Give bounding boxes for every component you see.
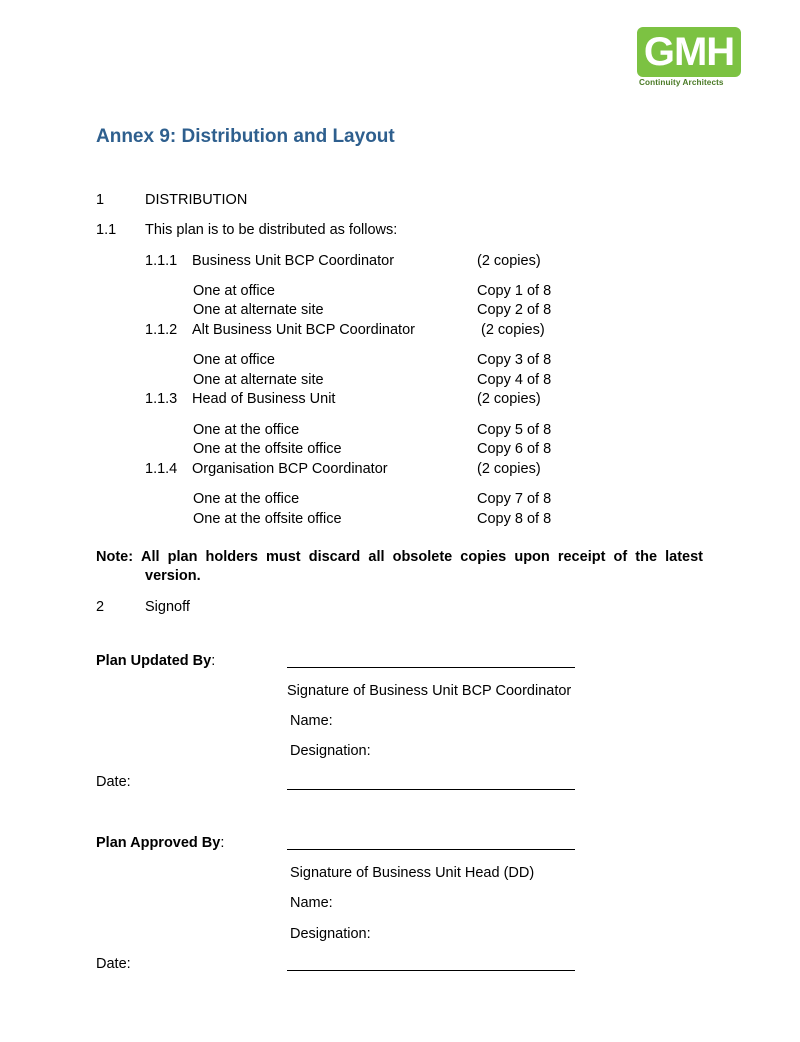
copy-number: Copy 3 of 8 <box>477 352 552 368</box>
recipient-copies: (2 copies) <box>477 253 541 269</box>
distribution-place: One at office <box>193 283 275 299</box>
recipient-name: Organisation BCP Coordinator <box>192 461 388 477</box>
signature-caption: Signature of Business Unit Head (DD) <box>290 865 535 881</box>
name-label: Name: <box>290 895 333 911</box>
plan-updated-by-text: Plan Updated By <box>96 653 212 669</box>
recipient-number: 1.1.3 <box>145 391 178 407</box>
recipient-number: 1.1.1 <box>145 253 178 269</box>
designation-label: Designation: <box>290 926 371 942</box>
note-label: Note: <box>96 549 134 565</box>
plan-approved-by-label <box>96 835 224 851</box>
date-line <box>287 970 575 971</box>
plan-updated-by-label <box>96 653 215 669</box>
section-heading: DISTRIBUTION <box>145 192 248 208</box>
date-label: Date: <box>96 956 131 972</box>
subsection-number: 1.1 <box>96 222 117 238</box>
logo-mark: GMH <box>637 27 741 77</box>
copy-number: Copy 7 of 8 <box>477 491 552 507</box>
recipient-copies: (2 copies) <box>477 391 541 407</box>
label-colon: : <box>220 835 225 851</box>
distribution-place: One at the offsite office <box>193 441 342 457</box>
copy-number: Copy 4 of 8 <box>477 372 552 388</box>
distribution-place: One at alternate site <box>193 372 324 388</box>
label-colon: : <box>211 653 216 669</box>
recipient-name: Alt Business Unit BCP Coordinator <box>192 322 415 338</box>
logo-tagline: Continuity Architects <box>639 78 724 87</box>
plan-approved-by-text: Plan Approved By <box>96 835 221 851</box>
signature-line <box>287 849 575 850</box>
note-text: All plan holders must discard all obsolete copies upon receipt of the latest version. <box>141 549 703 584</box>
section-heading: Signoff <box>145 599 190 615</box>
date-label: Date: <box>96 774 131 790</box>
copy-number: Copy 2 of 8 <box>477 302 552 318</box>
signature-caption: Signature of Business Unit BCP Coordinator <box>287 683 572 699</box>
recipient-number: 1.1.2 <box>145 322 178 338</box>
distribution-place: One at the offsite office <box>193 511 342 527</box>
recipient-name: Business Unit BCP Coordinator <box>192 253 395 269</box>
date-line <box>287 789 575 790</box>
company-logo <box>637 27 742 89</box>
recipient-copies: (2 copies) <box>477 461 541 477</box>
recipient-copies: (2 copies) <box>481 322 545 338</box>
distribution-place: One at the office <box>193 422 300 438</box>
page-title: Annex 9: Distribution and Layout <box>96 126 395 147</box>
designation-label: Designation: <box>290 743 371 759</box>
section-number: 2 <box>96 599 105 615</box>
section-number: 1 <box>96 192 105 208</box>
copy-number: Copy 1 of 8 <box>477 283 552 299</box>
recipient-name: Head of Business Unit <box>192 391 336 407</box>
name-label: Name: <box>290 713 333 729</box>
recipient-number: 1.1.4 <box>145 461 178 477</box>
copy-number: Copy 6 of 8 <box>477 441 552 457</box>
distribution-place: One at office <box>193 352 275 368</box>
signature-line <box>287 667 575 668</box>
obsolete-copies-note <box>96 548 703 586</box>
distribution-place: One at the office <box>193 491 300 507</box>
subsection-text: This plan is to be distributed as follows: <box>145 222 398 238</box>
distribution-place: One at alternate site <box>193 302 324 318</box>
copy-number: Copy 8 of 8 <box>477 511 552 527</box>
copy-number: Copy 5 of 8 <box>477 422 552 438</box>
